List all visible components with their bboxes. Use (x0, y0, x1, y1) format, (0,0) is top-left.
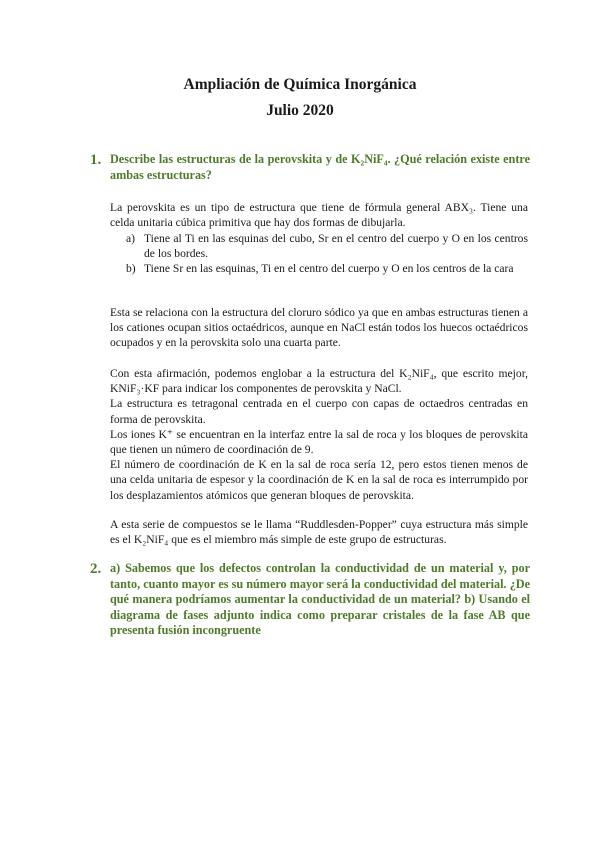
answer-1-intro (110, 200, 528, 230)
list-item-a-text: Tiene al Ti en las esquinas del cubo, Sr en el centro del cuerpo y O en los centros de los bordes. (144, 232, 528, 261)
question-2-prompt: a) Sabemos que los defectos controlan la conductividad de un material y, por tanto, cuanto mayor es su número mayor será la conductividad del material. ¿De qué manera podríamos aumentar la conductividad de un material? b) Usando el diagrama de fases adjunto indica como preparar cristales de la fase AB que presenta fusión incongruente (110, 561, 530, 637)
list-item-a (110, 231, 528, 261)
document-title: Ampliación de Química Inorgánica (183, 76, 417, 93)
paragraph-2: La estructura es tetragonal centrada en el cuerpo con capas de octaedros centradas en forma de perovskita. (110, 397, 528, 426)
question-1-prompt: Describe las estructuras de la perovskita y de K₂NiF₄. ¿Qué relación existe entre ambas estructuras? (110, 152, 530, 182)
answer-1-intro-text: La perovskita es un tipo de estructura que tiene de fórmula general ABX₃. Tiene una celda unitaria cúbica primitiva que hay dos formas de dibujarla. (110, 201, 528, 230)
paragraph-1: Con esta afirmación, podemos englobar a la estructura del K₂NiF₄, que escrito mejor, KNiF₃·KF para indicar los componentes de perovskita y NaCl. (110, 367, 528, 396)
list-item-a-marker: a) (126, 232, 136, 245)
question-1-number: 1. (90, 152, 102, 168)
answer-1-k2nif4 (110, 366, 528, 503)
paragraph-3: Los iones K⁺ se encuentran en la interfaz entre la sal de roca y los bloques de perovskita que tienen un número de coordinación de 9. (110, 427, 528, 457)
paragraph-4: El número de coordinación de K en la sal de roca sería 12, pero estos tienen menos de una celda unitaria de espesor y la coordinación de K en la sal de roca es interrumpido por los desplazamientos atómicos que generan bloques de perovskita. (110, 458, 528, 502)
list-item-b-text: Tiene Sr en las esquinas, Ti en el centro del cuerpo y O en los centros de la cara (144, 262, 514, 276)
answer-1-relation (110, 305, 528, 351)
document-date: Julio 2020 (266, 102, 334, 119)
question-1 (90, 152, 530, 183)
question-2 (90, 561, 530, 639)
answer-1-relation-text: Esta se relaciona con la estructura del cloruro sódico ya que en ambas estructuras tienen a los cationes ocupan sitios octaédricos, aunque en NaCl están todos los huecos octaédricos ocupados y en la perovskita solo una cuarta parte. (110, 306, 528, 350)
perovskite-drawing-list (110, 231, 528, 277)
answer-1-closing-text: A esta serie de compuestos se le llama “Ruddlesden-Popper” cuya estructura más simple es el K₂NiF₄ que es el miembro más simple de este grupo de estructuras. (110, 518, 528, 547)
list-item-b (110, 261, 528, 276)
question-2-number: 2. (90, 561, 102, 577)
answer-1-closing (110, 517, 528, 547)
list-item-b-marker: b) (126, 262, 136, 276)
